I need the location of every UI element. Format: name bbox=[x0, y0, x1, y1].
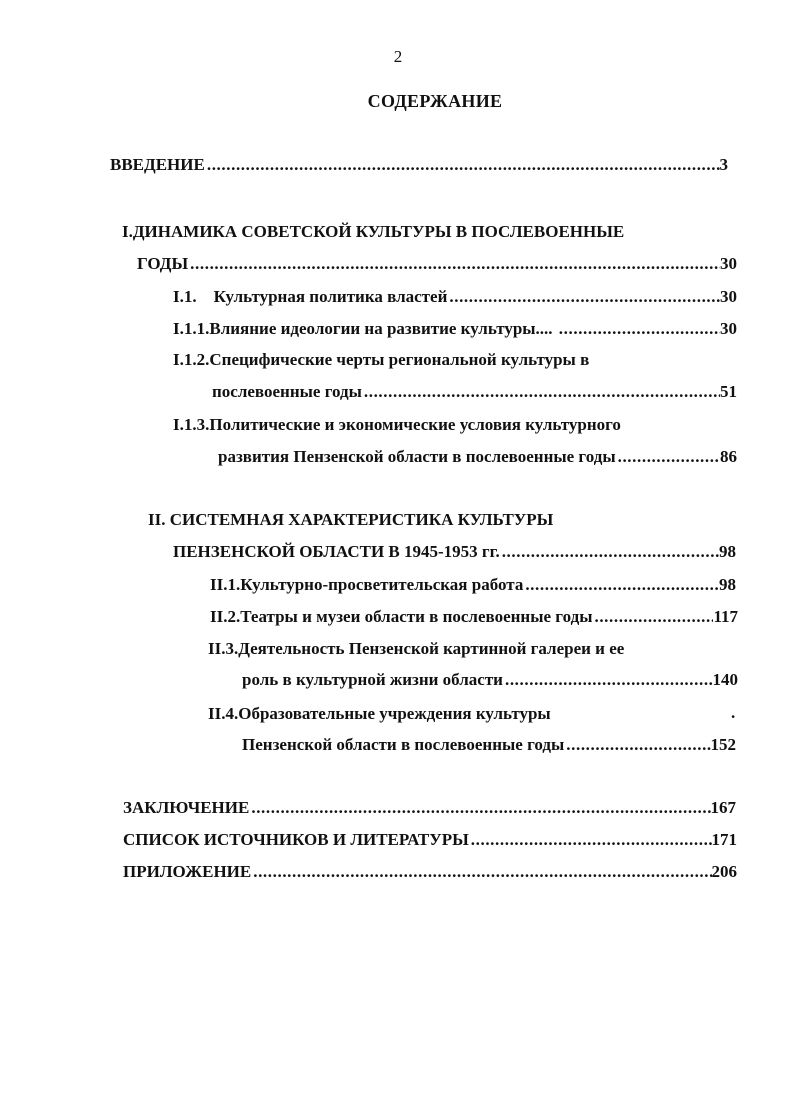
toc-entry-1-1[interactable] bbox=[173, 286, 737, 308]
toc-page-ref: 140 bbox=[712, 670, 738, 689]
toc-page-ref: 206 bbox=[711, 862, 737, 881]
toc-entry-appendix[interactable] bbox=[123, 861, 737, 883]
toc-entry-1-1-3-line1[interactable]: I.1.3.Политические и экономические условия культурного bbox=[173, 415, 621, 434]
toc-page-ref: 30 bbox=[720, 319, 737, 338]
page-title: СОДЕРЖАНИЕ bbox=[367, 91, 503, 111]
leader-dots bbox=[469, 829, 712, 851]
toc-entry-label: ПРИЛОЖЕНИЕ bbox=[123, 862, 252, 881]
toc-entry-1-1-1[interactable] bbox=[173, 318, 737, 340]
leader-dots bbox=[616, 446, 720, 468]
toc-entry-2-2[interactable] bbox=[210, 606, 738, 628]
toc-page-ref: 98 bbox=[719, 575, 736, 594]
toc-entry-label: I.1.1.Влияние идеологии на развитие культуры.... bbox=[173, 319, 557, 338]
toc-entry-label: II.2.Театры и музеи области в послевоенные годы bbox=[210, 607, 593, 626]
chapter-2-entry[interactable] bbox=[173, 541, 736, 563]
toc-entry-2-4-line1[interactable]: II.4.Образовательные учреждения культуры bbox=[208, 704, 551, 723]
leader-dots bbox=[500, 541, 719, 563]
leader-dots bbox=[447, 286, 720, 308]
toc-entry-1-1-2-line1[interactable]: I.1.2.Специфические черты региональной культуры в bbox=[173, 350, 590, 369]
toc-entry-2-4[interactable] bbox=[242, 734, 736, 756]
toc-entry-conclusion[interactable] bbox=[123, 797, 736, 819]
toc-entry-label: ВВЕДЕНИЕ bbox=[110, 155, 205, 174]
toc-page-ref: 117 bbox=[713, 607, 738, 626]
leader-dots bbox=[188, 253, 720, 275]
leader-dots bbox=[557, 318, 720, 340]
toc-entry-1-1-2[interactable] bbox=[212, 381, 737, 403]
toc-entry-label: послевоенные годы bbox=[212, 382, 362, 401]
toc-entry-label: Пензенской области в послевоенные годы bbox=[242, 735, 565, 754]
toc-page-ref: 3 bbox=[719, 155, 728, 174]
leader-dots bbox=[592, 606, 713, 628]
toc-entry-sources[interactable] bbox=[123, 829, 737, 851]
toc-entry-2-3[interactable] bbox=[242, 669, 738, 691]
leader-dots bbox=[564, 734, 710, 756]
stray-dot: . bbox=[731, 703, 736, 722]
toc-page-ref: 86 bbox=[720, 447, 737, 466]
toc-entry-label: II.1.Культурно-просветительская работа bbox=[210, 575, 524, 594]
chapter-2-heading[interactable]: II. СИСТЕМНАЯ ХАРАКТЕРИСТИКА КУЛЬТУРЫ bbox=[148, 510, 554, 529]
toc-page-ref: 30 bbox=[720, 254, 737, 273]
leader-dots bbox=[523, 574, 719, 596]
toc-entry-1-1-3[interactable] bbox=[218, 446, 737, 468]
toc-entry-label: ГОДЫ bbox=[137, 254, 189, 273]
toc-entry-label: I.1. Культурная политика властей bbox=[173, 287, 448, 306]
toc-entry-intro[interactable] bbox=[110, 154, 728, 176]
leader-dots bbox=[249, 797, 710, 819]
toc-entry-label: ЗАКЛЮЧЕНИЕ bbox=[123, 798, 250, 817]
toc-page-ref: 152 bbox=[710, 735, 736, 754]
chapter-1-heading[interactable]: I.ДИНАМИКА СОВЕТСКОЙ КУЛЬТУРЫ В ПОСЛЕВОЕННЫЕ bbox=[122, 222, 625, 241]
toc-page-ref: 167 bbox=[710, 798, 736, 817]
toc-page-ref: 98 bbox=[719, 542, 736, 561]
leader-dots bbox=[362, 381, 720, 403]
toc-entry-label: ПЕНЗЕНСКОЙ ОБЛАСТИ В 1945-1953 гг. bbox=[173, 542, 500, 561]
toc-page-ref: 51 bbox=[720, 382, 737, 401]
leader-dots bbox=[251, 861, 711, 883]
toc-page-ref: 171 bbox=[711, 830, 737, 849]
leader-dots bbox=[503, 669, 713, 691]
toc-entry-label: развития Пензенской области в послевоенные годы bbox=[218, 447, 616, 466]
toc-entry-label: СПИСОК ИСТОЧНИКОВ И ЛИТЕРАТУРЫ bbox=[123, 830, 469, 849]
toc-entry-label: роль в культурной жизни области bbox=[242, 670, 503, 689]
leader-dots bbox=[205, 154, 720, 176]
toc-entry-2-3-line1[interactable]: II.3.Деятельность Пензенской картинной галереи и ее bbox=[208, 639, 625, 658]
toc-page-ref: 30 bbox=[720, 287, 737, 306]
toc-entry-2-1[interactable] bbox=[210, 574, 736, 596]
chapter-1-entry[interactable] bbox=[137, 253, 737, 275]
page-number: 2 bbox=[393, 47, 403, 66]
